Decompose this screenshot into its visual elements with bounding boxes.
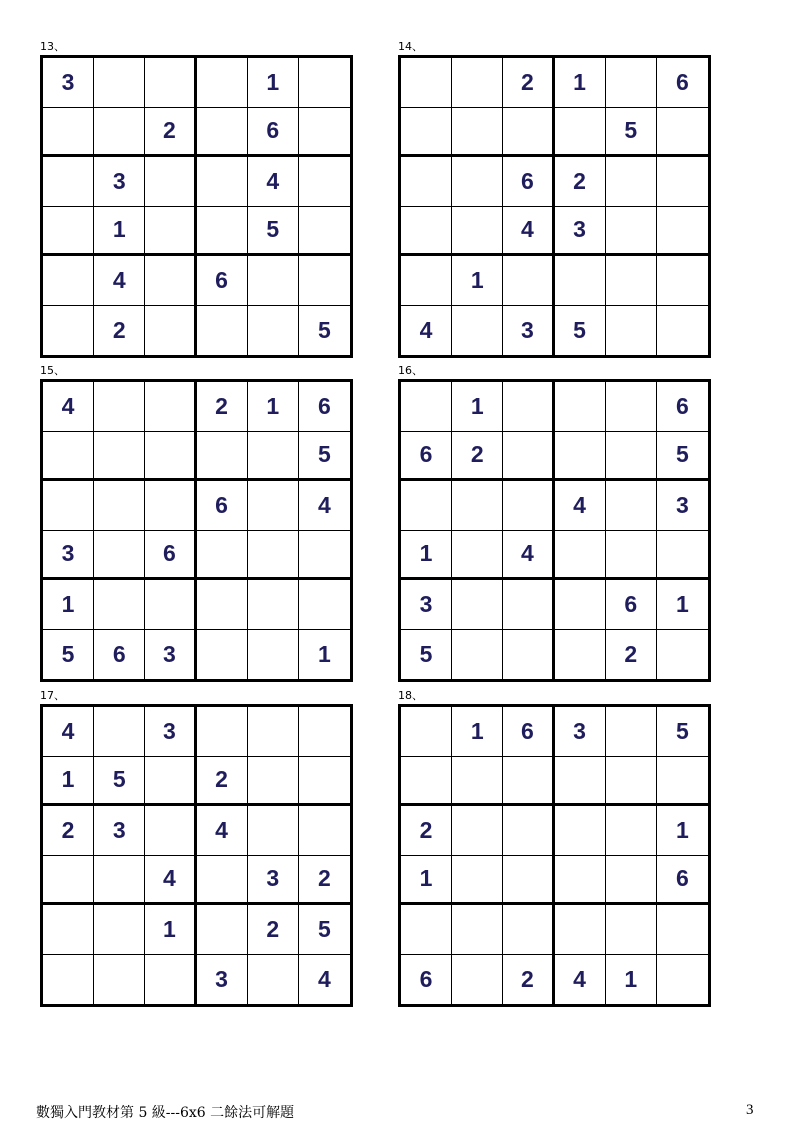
sudoku-cell	[145, 306, 196, 356]
puzzle-number: 13、	[40, 40, 65, 53]
puzzle-number: 18、	[398, 689, 423, 702]
sudoku-cell	[606, 256, 657, 306]
sudoku-cell	[197, 157, 248, 207]
sudoku-puzzle	[398, 689, 711, 1007]
sudoku-cell	[299, 58, 350, 108]
sudoku-grid	[40, 704, 353, 1007]
sudoku-cell: 2	[248, 905, 299, 955]
sudoku-cell	[503, 432, 554, 482]
sudoku-cell	[606, 432, 657, 482]
sudoku-cell: 3	[94, 806, 145, 856]
puzzle-number: 17、	[40, 689, 65, 702]
sudoku-cell	[248, 256, 299, 306]
sudoku-cell	[606, 157, 657, 207]
sudoku-cell	[555, 630, 606, 680]
sudoku-cell	[145, 806, 196, 856]
sudoku-cell	[503, 481, 554, 531]
puzzle-number: 16、	[398, 364, 423, 377]
sudoku-cell	[248, 630, 299, 680]
sudoku-cell	[145, 757, 196, 807]
sudoku-cell	[503, 580, 554, 630]
sudoku-cell	[248, 707, 299, 757]
sudoku-cell: 2	[606, 630, 657, 680]
sudoku-cell	[401, 905, 452, 955]
sudoku-cell	[657, 256, 708, 306]
sudoku-cell	[43, 306, 94, 356]
sudoku-cell: 2	[43, 806, 94, 856]
sudoku-cell	[94, 905, 145, 955]
sudoku-cell	[94, 707, 145, 757]
sudoku-cell: 2	[452, 432, 503, 482]
sudoku-cell	[401, 157, 452, 207]
sudoku-cell: 2	[145, 108, 196, 158]
sudoku-cell	[197, 432, 248, 482]
sudoku-cell: 1	[452, 256, 503, 306]
sudoku-cell: 4	[145, 856, 196, 906]
puzzle-number: 15、	[40, 364, 65, 377]
sudoku-cell: 1	[555, 58, 606, 108]
sudoku-cell	[657, 955, 708, 1005]
sudoku-cell	[145, 207, 196, 257]
sudoku-cell	[606, 531, 657, 581]
sudoku-cell	[43, 481, 94, 531]
sudoku-cell	[145, 157, 196, 207]
sudoku-cell	[94, 58, 145, 108]
sudoku-cell	[503, 905, 554, 955]
sudoku-cell	[657, 207, 708, 257]
sudoku-cell	[299, 157, 350, 207]
sudoku-puzzle	[40, 364, 353, 682]
sudoku-cell	[606, 481, 657, 531]
sudoku-cell: 4	[43, 707, 94, 757]
sudoku-cell: 3	[197, 955, 248, 1005]
sudoku-cell	[94, 531, 145, 581]
sudoku-cell	[94, 108, 145, 158]
sudoku-cell: 1	[401, 531, 452, 581]
sudoku-cell	[555, 757, 606, 807]
sudoku-cell: 6	[401, 955, 452, 1005]
sudoku-cell: 5	[657, 432, 708, 482]
sudoku-cell: 6	[248, 108, 299, 158]
sudoku-cell: 2	[94, 306, 145, 356]
sudoku-cell: 4	[43, 382, 94, 432]
sudoku-cell: 2	[503, 955, 554, 1005]
sudoku-cell: 1	[248, 58, 299, 108]
sudoku-cell: 5	[94, 757, 145, 807]
sudoku-cell	[43, 108, 94, 158]
sudoku-cell: 2	[503, 58, 554, 108]
sudoku-cell: 6	[657, 382, 708, 432]
sudoku-puzzle	[398, 364, 711, 682]
sudoku-cell: 6	[503, 157, 554, 207]
sudoku-cell	[452, 481, 503, 531]
sudoku-grid	[398, 55, 711, 358]
sudoku-cell	[299, 531, 350, 581]
sudoku-cell	[197, 306, 248, 356]
sudoku-cell	[606, 856, 657, 906]
sudoku-cell	[401, 707, 452, 757]
sudoku-cell	[503, 108, 554, 158]
sudoku-cell	[606, 905, 657, 955]
footer-title: 數獨入門教材第 5 級---6x6 二餘法可解題	[36, 1105, 295, 1121]
sudoku-cell	[248, 432, 299, 482]
sudoku-cell	[503, 256, 554, 306]
sudoku-puzzle	[40, 689, 353, 1007]
sudoku-cell	[657, 108, 708, 158]
sudoku-cell	[197, 630, 248, 680]
sudoku-cell: 3	[43, 58, 94, 108]
sudoku-cell	[555, 905, 606, 955]
sudoku-cell	[299, 707, 350, 757]
sudoku-cell	[299, 580, 350, 630]
sudoku-cell	[503, 630, 554, 680]
sudoku-cell	[657, 157, 708, 207]
sudoku-cell	[401, 256, 452, 306]
sudoku-cell	[248, 531, 299, 581]
sudoku-cell	[299, 108, 350, 158]
sudoku-cell	[94, 382, 145, 432]
sudoku-cell: 5	[248, 207, 299, 257]
sudoku-cell	[145, 955, 196, 1005]
sudoku-cell	[248, 306, 299, 356]
sudoku-cell: 3	[145, 630, 196, 680]
sudoku-cell	[657, 757, 708, 807]
sudoku-cell	[503, 856, 554, 906]
sudoku-cell: 5	[606, 108, 657, 158]
sudoku-cell	[197, 905, 248, 955]
sudoku-cell	[452, 905, 503, 955]
sudoku-cell: 5	[43, 630, 94, 680]
sudoku-cell	[197, 707, 248, 757]
sudoku-cell	[503, 806, 554, 856]
sudoku-cell: 6	[197, 256, 248, 306]
sudoku-cell: 4	[94, 256, 145, 306]
sudoku-cell: 6	[657, 856, 708, 906]
sudoku-cell: 3	[555, 207, 606, 257]
sudoku-cell: 1	[318, 640, 331, 667]
sudoku-cell	[145, 382, 196, 432]
page-number: 3	[746, 1102, 754, 1118]
sudoku-cell: 4	[503, 207, 554, 257]
sudoku-cell: 1	[43, 580, 94, 630]
sudoku-cell: 2	[401, 806, 452, 856]
sudoku-cell	[197, 207, 248, 257]
sudoku-cell	[606, 306, 657, 356]
sudoku-cell: 3	[555, 707, 606, 757]
sudoku-cell: 1	[606, 955, 657, 1005]
sudoku-cell	[452, 157, 503, 207]
sudoku-cell	[452, 806, 503, 856]
sudoku-cell	[43, 856, 94, 906]
sudoku-cell: 2	[555, 157, 606, 207]
sudoku-cell: 4	[555, 481, 606, 531]
sudoku-cell: 3	[503, 306, 554, 356]
sudoku-cell: 6	[197, 481, 248, 531]
sudoku-cell	[606, 806, 657, 856]
sudoku-cell: 1	[452, 382, 503, 432]
sudoku-cell	[401, 481, 452, 531]
sudoku-cell	[555, 108, 606, 158]
sudoku-cell: 3	[401, 580, 452, 630]
sudoku-cell	[452, 531, 503, 581]
sudoku-cell	[43, 256, 94, 306]
sudoku-cell	[555, 256, 606, 306]
sudoku-cell	[94, 580, 145, 630]
sudoku-cell: 2	[299, 856, 350, 906]
sudoku-cell	[145, 481, 196, 531]
sudoku-cell	[452, 207, 503, 257]
sudoku-cell	[197, 856, 248, 906]
sudoku-cell	[606, 757, 657, 807]
sudoku-cell: 5	[299, 905, 350, 955]
sudoku-cell	[43, 207, 94, 257]
sudoku-cell	[503, 382, 554, 432]
sudoku-cell: 1	[43, 757, 94, 807]
sudoku-cell: 4	[503, 531, 554, 581]
sudoku-cell	[94, 481, 145, 531]
sudoku-puzzle	[398, 40, 711, 358]
sudoku-cell	[555, 382, 606, 432]
sudoku-cell: 6	[606, 580, 657, 630]
sudoku-cell	[452, 856, 503, 906]
sudoku-cell	[555, 806, 606, 856]
sudoku-cell	[555, 531, 606, 581]
sudoku-puzzle	[40, 40, 353, 358]
sudoku-cell: 5	[657, 707, 708, 757]
sudoku-cell	[555, 432, 606, 482]
sudoku-cell	[452, 955, 503, 1005]
sudoku-cell	[401, 58, 452, 108]
sudoku-cell	[503, 757, 554, 807]
sudoku-grid	[398, 379, 711, 682]
sudoku-cell	[452, 108, 503, 158]
sudoku-cell	[606, 207, 657, 257]
puzzle-number: 14、	[398, 40, 423, 53]
sudoku-cell: 3	[657, 481, 708, 531]
sudoku-grid	[40, 55, 353, 358]
sudoku-cell: 1	[401, 856, 452, 906]
sudoku-cell	[299, 256, 350, 306]
sudoku-cell: 4	[197, 806, 248, 856]
sudoku-cell	[606, 58, 657, 108]
sudoku-cell	[43, 432, 94, 482]
sudoku-cell: 1	[657, 580, 708, 630]
sudoku-cell	[401, 108, 452, 158]
sudoku-cell: 3	[248, 856, 299, 906]
sudoku-cell: 1	[248, 382, 299, 432]
sudoku-cell: 1	[452, 707, 503, 757]
sudoku-cell	[555, 580, 606, 630]
sudoku-cell: 6	[401, 432, 452, 482]
sudoku-cell	[401, 382, 452, 432]
sudoku-cell	[657, 630, 708, 680]
sudoku-cell	[197, 58, 248, 108]
sudoku-cell: 6	[94, 630, 145, 680]
sudoku-cell: 4	[555, 955, 606, 1005]
sudoku-cell	[452, 306, 503, 356]
sudoku-cell: 1	[145, 905, 196, 955]
sudoku-cell: 1	[657, 806, 708, 856]
sudoku-cell	[43, 955, 94, 1005]
sudoku-cell	[452, 580, 503, 630]
sudoku-cell	[145, 256, 196, 306]
sudoku-cell	[555, 856, 606, 906]
sudoku-cell: 6	[503, 707, 554, 757]
sudoku-cell	[299, 757, 350, 807]
sudoku-cell	[452, 757, 503, 807]
sudoku-cell	[606, 382, 657, 432]
sudoku-cell: 5	[555, 306, 606, 356]
sudoku-cell	[248, 955, 299, 1005]
sudoku-cell	[657, 531, 708, 581]
sudoku-cell	[452, 630, 503, 680]
sudoku-cell	[299, 207, 350, 257]
sudoku-cell	[657, 905, 708, 955]
sudoku-grid	[398, 704, 711, 1007]
sudoku-cell	[299, 806, 350, 856]
sudoku-grid	[40, 379, 353, 682]
sudoku-cell	[197, 108, 248, 158]
sudoku-cell	[145, 432, 196, 482]
sudoku-cell: 3	[145, 707, 196, 757]
sudoku-cell: 3	[94, 157, 145, 207]
sudoku-cell	[94, 856, 145, 906]
sudoku-cell: 6	[657, 58, 708, 108]
sudoku-cell: 5	[401, 630, 452, 680]
sudoku-cell	[43, 157, 94, 207]
sudoku-cell	[94, 955, 145, 1005]
sudoku-cell: 4	[248, 157, 299, 207]
sudoku-cell: 5	[318, 316, 331, 343]
sudoku-cell: 6	[299, 382, 350, 432]
sudoku-cell: 6	[145, 531, 196, 581]
sudoku-cell	[248, 757, 299, 807]
sudoku-cell	[657, 306, 708, 356]
sudoku-cell	[248, 481, 299, 531]
sudoku-cell	[94, 432, 145, 482]
sudoku-cell	[43, 905, 94, 955]
sudoku-cell: 1	[94, 207, 145, 257]
sudoku-cell	[197, 580, 248, 630]
sudoku-cell: 4	[318, 965, 331, 992]
sudoku-cell: 3	[43, 531, 94, 581]
sudoku-cell	[145, 58, 196, 108]
sudoku-cell	[452, 58, 503, 108]
sudoku-cell: 4	[299, 481, 350, 531]
sudoku-cell	[401, 757, 452, 807]
sudoku-cell: 2	[197, 382, 248, 432]
sudoku-cell	[248, 580, 299, 630]
sudoku-cell: 4	[401, 306, 452, 356]
sudoku-cell	[145, 580, 196, 630]
sudoku-cell: 2	[197, 757, 248, 807]
sudoku-cell	[401, 207, 452, 257]
sudoku-cell	[248, 806, 299, 856]
sudoku-cell	[197, 531, 248, 581]
sudoku-cell	[606, 707, 657, 757]
sudoku-cell: 5	[299, 432, 350, 482]
